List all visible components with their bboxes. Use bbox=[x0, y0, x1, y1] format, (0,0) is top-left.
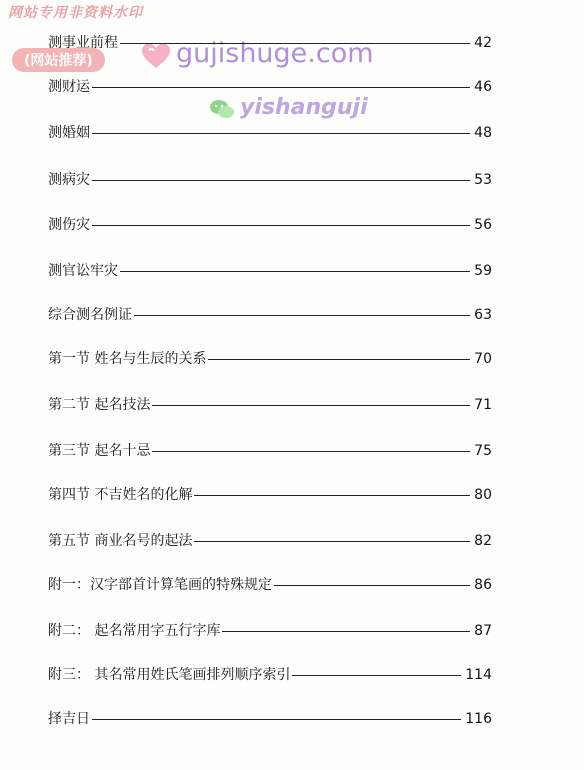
toc-entry bbox=[0, 30, 584, 56]
watermark-wechat-id: yishanguji bbox=[240, 95, 368, 120]
toc-entry bbox=[0, 618, 584, 644]
toc-page-number: 53 bbox=[474, 172, 492, 188]
toc-page-number: 63 bbox=[474, 307, 492, 323]
toc-entry bbox=[0, 346, 584, 372]
toc-page-number: 59 bbox=[474, 263, 492, 279]
toc-entry bbox=[0, 528, 584, 554]
toc-page-number: 87 bbox=[474, 623, 492, 639]
toc-page-number: 82 bbox=[474, 533, 492, 549]
toc-leader-line bbox=[120, 271, 470, 272]
toc-title: 第二节 起名技法 bbox=[48, 397, 151, 413]
toc-title: 第四节 不吉姓名的化解 bbox=[48, 487, 193, 503]
watermark-badge: (网站推荐) bbox=[12, 48, 105, 72]
toc-entry bbox=[0, 212, 584, 238]
toc-leader-line bbox=[194, 541, 470, 542]
toc-entry bbox=[0, 706, 584, 732]
toc-page-number: 56 bbox=[474, 217, 492, 233]
toc-title: 附三： 其名常用姓氏笔画排列顺序索引 bbox=[48, 667, 291, 683]
toc-entry bbox=[0, 572, 584, 598]
toc-leader-line bbox=[152, 405, 470, 406]
toc-leader-line bbox=[120, 43, 470, 44]
toc-leader-line bbox=[92, 133, 470, 134]
watermark-top-text: 网站专用非资料水印 bbox=[8, 5, 143, 21]
toc-entry bbox=[0, 258, 584, 284]
toc-entry bbox=[0, 438, 584, 464]
toc-entry bbox=[0, 74, 584, 100]
toc-page-number: 48 bbox=[474, 125, 492, 141]
toc-title: 附二： 起名常用字五行字库 bbox=[48, 623, 221, 639]
watermark-site: gujishuge.com bbox=[176, 38, 374, 69]
toc-title: 第一节 姓名与生辰的关系 bbox=[48, 351, 207, 367]
toc-entry bbox=[0, 302, 584, 328]
toc-page-number: 70 bbox=[474, 351, 492, 367]
toc-title: 综合测名例证 bbox=[48, 307, 132, 323]
toc-page-number: 116 bbox=[465, 711, 492, 727]
toc-entry bbox=[0, 120, 584, 146]
toc-page-number: 46 bbox=[474, 79, 492, 95]
toc-entry bbox=[0, 482, 584, 508]
toc-title: 测病灾 bbox=[48, 172, 90, 188]
toc-leader-line bbox=[92, 225, 470, 226]
toc-title: 第三节 起名十忌 bbox=[48, 443, 151, 459]
toc-leader-line bbox=[274, 585, 470, 586]
toc-title: 测婚姻 bbox=[48, 125, 90, 141]
toc-entry bbox=[0, 167, 584, 193]
toc-entry bbox=[0, 662, 584, 688]
toc-title: 附一：汉字部首计算笔画的特殊规定 bbox=[48, 577, 272, 593]
toc-title: 测官讼牢灾 bbox=[48, 263, 118, 279]
toc-title: 测财运 bbox=[48, 79, 90, 95]
toc-title: 第五节 商业名号的起法 bbox=[48, 533, 193, 549]
toc-page-number: 80 bbox=[474, 487, 492, 503]
toc-leader-line bbox=[292, 675, 461, 676]
toc-leader-line bbox=[194, 495, 470, 496]
toc-leader-line bbox=[92, 719, 461, 720]
toc-page-number: 75 bbox=[474, 443, 492, 459]
toc-leader-line bbox=[134, 315, 470, 316]
toc-page-number: 42 bbox=[474, 35, 492, 51]
toc-title: 测事业前程 bbox=[48, 35, 118, 51]
toc-leader-line bbox=[152, 451, 470, 452]
wechat-icon bbox=[209, 98, 235, 120]
toc-page-number: 114 bbox=[465, 667, 492, 683]
toc-page-number: 86 bbox=[474, 577, 492, 593]
toc-leader-line bbox=[92, 180, 470, 181]
toc-entry bbox=[0, 392, 584, 418]
toc-title: 测伤灾 bbox=[48, 217, 90, 233]
toc-leader-line bbox=[222, 631, 470, 632]
toc-title: 择吉日 bbox=[48, 711, 90, 727]
toc-leader-line bbox=[208, 359, 470, 360]
toc-page-number: 71 bbox=[474, 397, 492, 413]
toc-leader-line bbox=[92, 87, 470, 88]
